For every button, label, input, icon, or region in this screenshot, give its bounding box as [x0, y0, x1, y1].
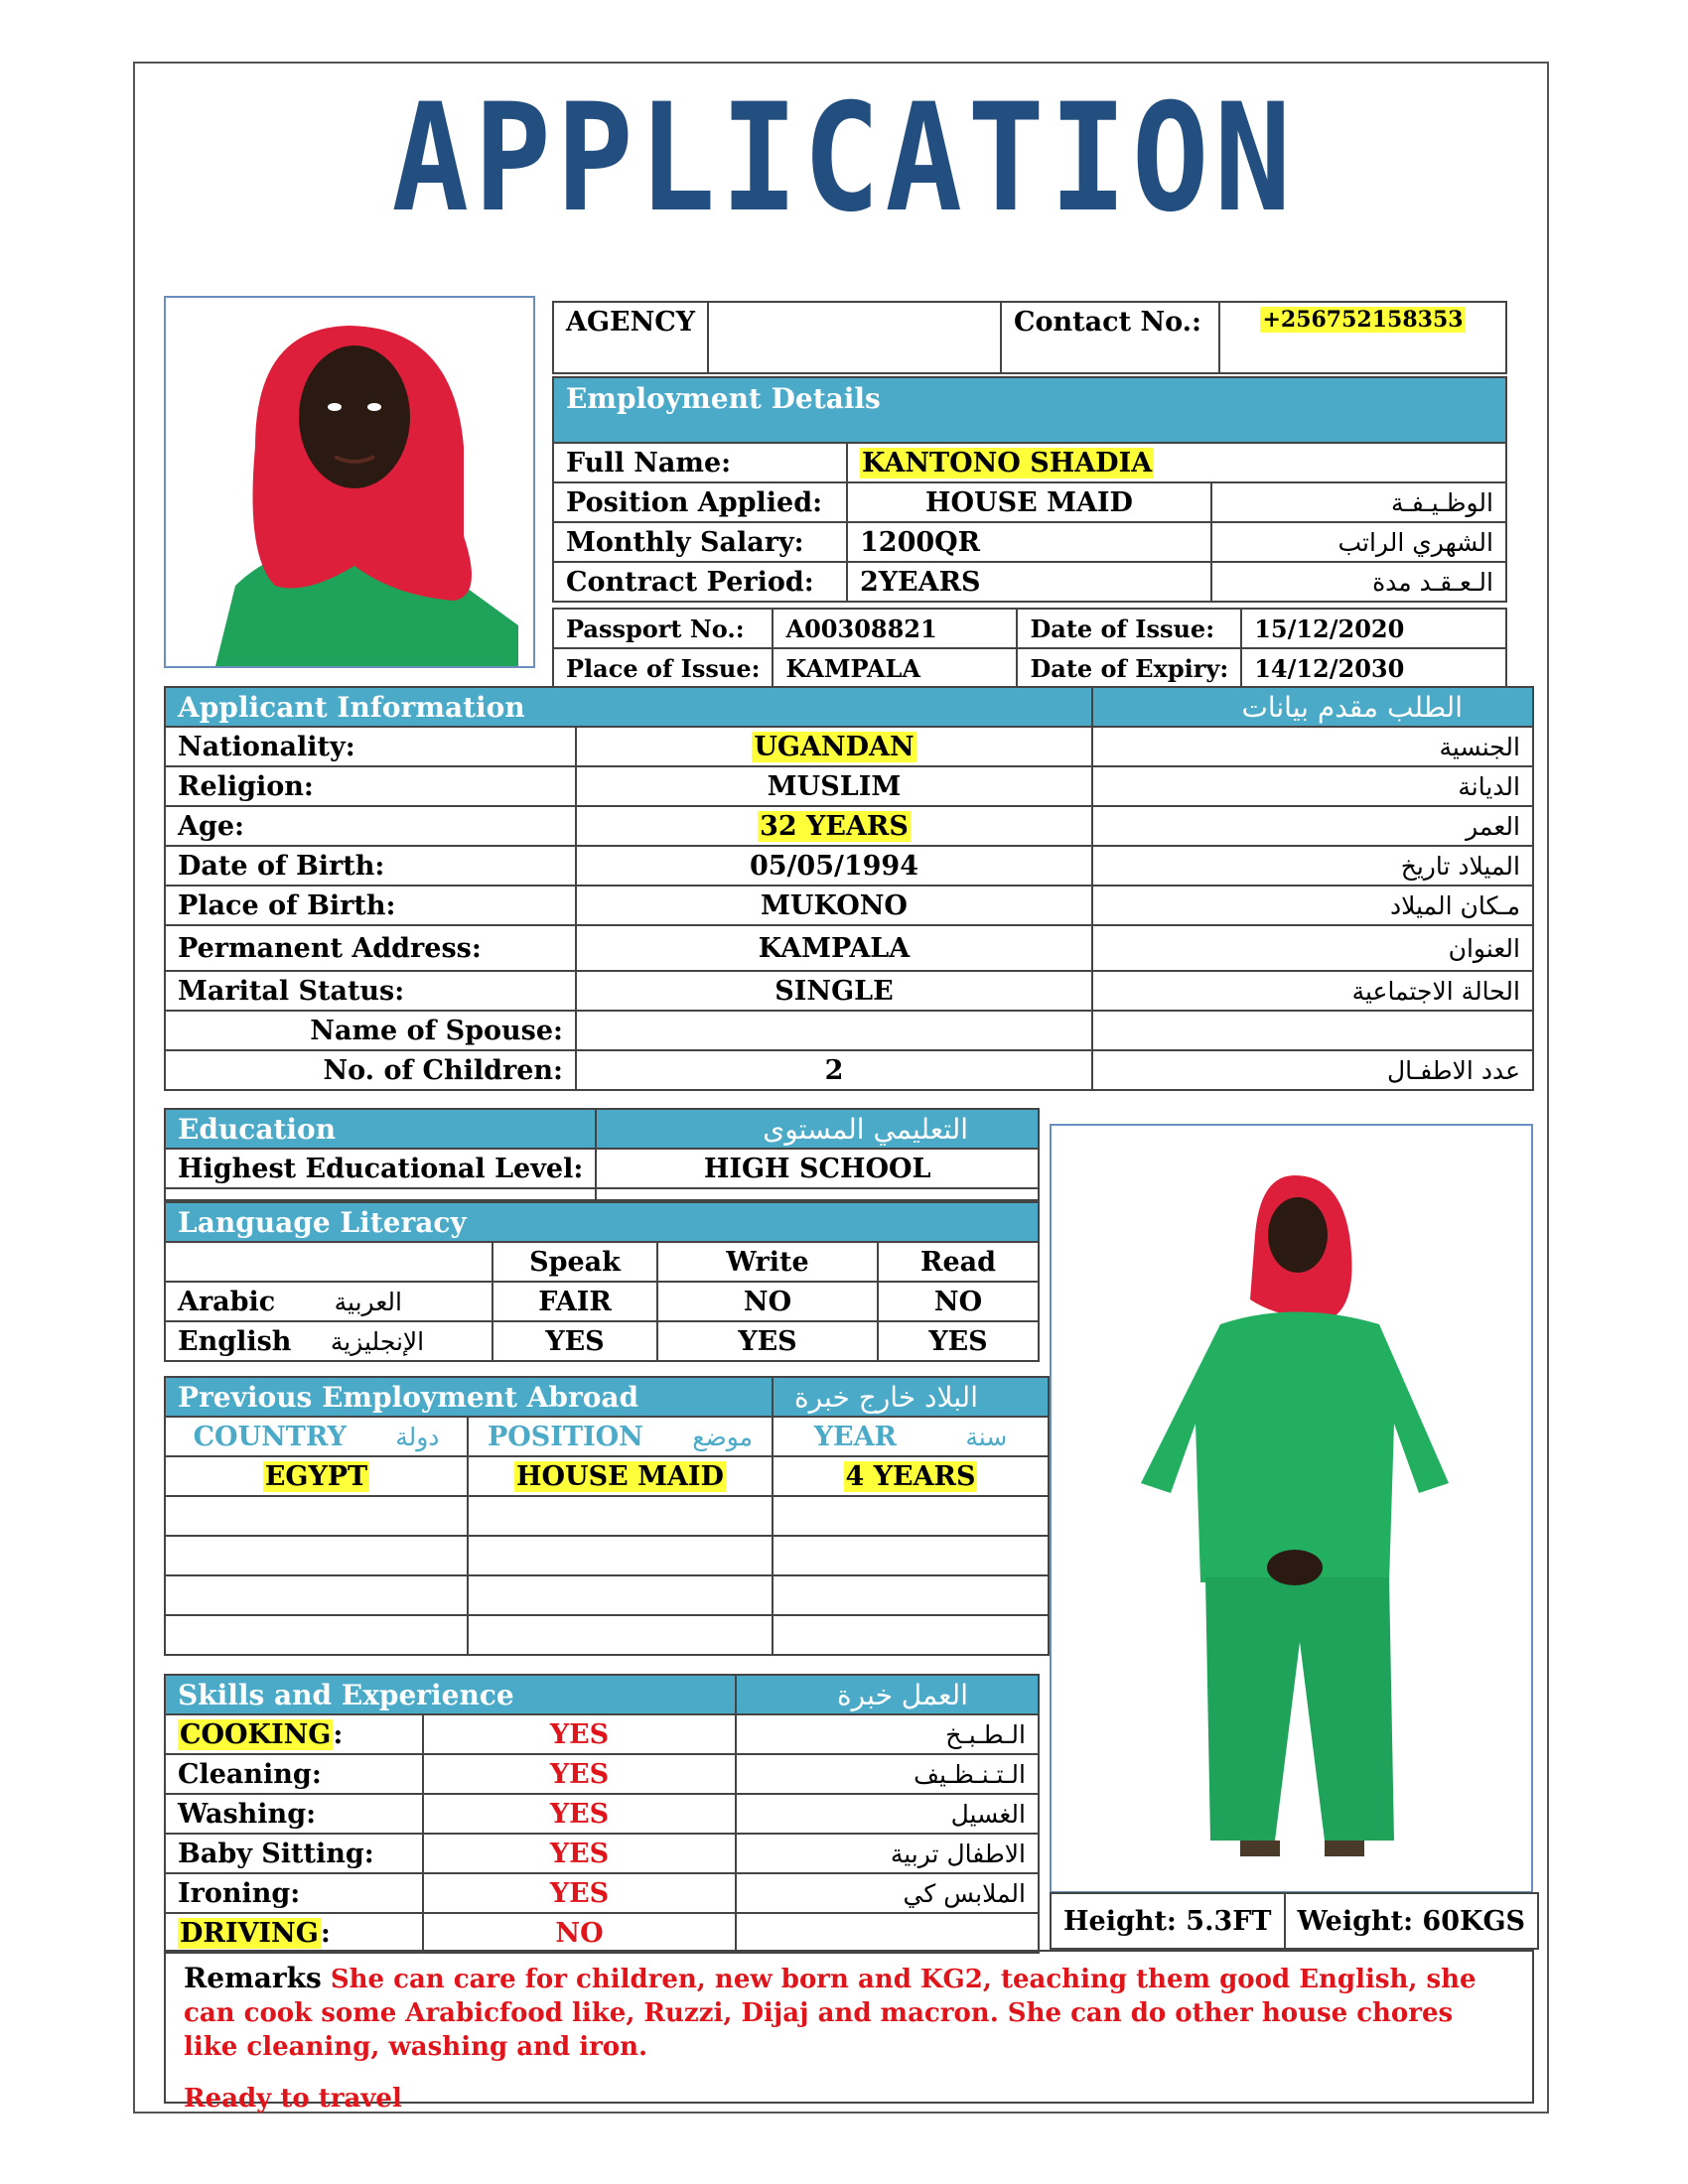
age-value: 32 YEARS — [760, 810, 909, 842]
nationality-ar: الجنسية — [1092, 727, 1533, 766]
agency-value — [708, 302, 1001, 373]
previous-header-ar: البلاد خارج خبرة — [773, 1377, 1049, 1417]
col-position-ar: موضع — [692, 1422, 754, 1451]
skill-cleaning-label: Cleaning: — [165, 1754, 423, 1794]
religion-label: Religion: — [165, 766, 576, 806]
skill-driving-ar — [736, 1913, 1039, 1953]
col-speak: Speak — [492, 1242, 657, 1282]
previous-header: Previous Employment Abroad — [165, 1377, 773, 1417]
previous-employment-table — [164, 1376, 1050, 1656]
skill-washing-value: YES — [423, 1794, 736, 1834]
english-speak: YES — [492, 1321, 657, 1361]
expiry-date-label: Date of Expiry: — [1017, 648, 1241, 688]
skills-table — [164, 1674, 1040, 1954]
spouse-label: Name of Spouse: — [165, 1011, 576, 1050]
full-name-label: Full Name: — [553, 443, 847, 482]
skill-driving-suffix: : — [320, 1917, 331, 1949]
expiry-date-value: 14/12/2030 — [1241, 648, 1506, 688]
dob-label: Date of Birth: — [165, 846, 576, 886]
skill-ironing-value: YES — [423, 1873, 736, 1913]
nationality-label: Nationality: — [165, 727, 576, 766]
remarks-text: She can care for children, new born and KG2, teaching them good English, she can cook some Arabicfood like, Ruzzi, Dijaj and macron. She can do other house chores like cleaning, washing and iron. — [184, 1965, 1477, 2062]
skill-washing-ar: الغسيل — [736, 1794, 1039, 1834]
dob-value: 05/05/1994 — [576, 846, 1092, 886]
pob-ar: مـكان الميلاد — [1092, 886, 1533, 925]
english-read: YES — [878, 1321, 1039, 1361]
skill-driving-label: DRIVING — [180, 1917, 319, 1949]
marital-value: SINGLE — [576, 971, 1092, 1011]
contact-value: +256752158353 — [1262, 307, 1464, 333]
education-header-ar: التعليمي المستوى — [596, 1109, 1039, 1149]
children-ar: عدد الاطفـال — [1092, 1050, 1533, 1090]
prev-country: EGYPT — [264, 1460, 368, 1492]
col-country: COUNTRY — [193, 1421, 347, 1452]
full-name-value: KANTONO SHADIA — [862, 447, 1153, 478]
skill-babysitting-label: Baby Sitting: — [165, 1834, 423, 1873]
education-value: HIGH SCHOOL — [596, 1149, 1039, 1188]
full-body-photo — [1050, 1124, 1533, 1893]
prev-year: 4 YEARS — [845, 1460, 976, 1492]
weight-value: Weight: 60KGS — [1285, 1893, 1539, 1949]
skill-cooking-ar: الـطـبـخ — [736, 1714, 1039, 1754]
english-label-ar: الإنجليزية — [330, 1326, 425, 1356]
position-ar: الوظـيـفـة — [1211, 482, 1506, 522]
passport-no-value: A00308821 — [773, 609, 1017, 648]
address-value: KAMPALA — [576, 925, 1092, 971]
marital-label: Marital Status: — [165, 971, 576, 1011]
col-year-ar: سنة — [965, 1422, 1008, 1451]
education-header: Education — [165, 1109, 596, 1149]
salary-ar: الشهري الراتب — [1211, 522, 1506, 562]
children-value: 2 — [576, 1050, 1092, 1090]
remarks-label: Remarks — [184, 1962, 322, 1994]
arabic-read: NO — [878, 1282, 1039, 1321]
pob-label: Place of Birth: — [165, 886, 576, 925]
remarks-note: Ready to travel — [184, 2084, 402, 2114]
language-header: Language Literacy — [165, 1202, 1039, 1242]
skills-header: Skills and Experience — [165, 1675, 736, 1714]
prev-position: HOUSE MAID — [516, 1460, 724, 1492]
height-value: Height: 5.3FT — [1051, 1893, 1285, 1949]
contract-label: Contract Period: — [553, 562, 847, 602]
contract-ar: الـعـقـد مدة — [1211, 562, 1506, 602]
arabic-speak: FAIR — [492, 1282, 657, 1321]
skill-cooking-value: YES — [423, 1714, 736, 1754]
col-year: YEAR — [813, 1421, 897, 1452]
contract-value: 2YEARS — [847, 562, 1211, 602]
skill-babysitting-ar: الاطفال تربية — [736, 1834, 1039, 1873]
passport-no-label: Passport No.: — [553, 609, 773, 648]
spouse-ar — [1092, 1011, 1533, 1050]
passport-table — [552, 608, 1507, 689]
age-ar: العمر — [1092, 806, 1533, 846]
page-title: APPLICATION — [391, 72, 1297, 245]
spouse-value — [576, 1011, 1092, 1050]
applicant-table — [164, 686, 1534, 1091]
skill-ironing-label: Ironing: — [165, 1873, 423, 1913]
remarks-box — [164, 1950, 1534, 2114]
skill-cleaning-value: YES — [423, 1754, 736, 1794]
col-position: POSITION — [487, 1421, 643, 1452]
pob-value: MUKONO — [576, 886, 1092, 925]
employment-header: Employment Details — [553, 377, 1506, 443]
skill-ironing-ar: الملابس كي — [736, 1873, 1039, 1913]
address-label: Permanent Address: — [165, 925, 576, 971]
skill-driving-value: NO — [423, 1913, 736, 1953]
age-label: Age: — [165, 806, 576, 846]
salary-label: Monthly Salary: — [553, 522, 847, 562]
portrait-photo — [164, 296, 535, 668]
dob-ar: الميلاد تاريخ — [1092, 846, 1533, 886]
issue-date-label: Date of Issue: — [1017, 609, 1241, 648]
col-write: Write — [657, 1242, 878, 1282]
skill-washing-label: Washing: — [165, 1794, 423, 1834]
english-write: YES — [657, 1321, 878, 1361]
place-issue-value: KAMPALA — [773, 648, 1017, 688]
religion-value: MUSLIM — [576, 766, 1092, 806]
language-table — [164, 1201, 1040, 1362]
children-label: No. of Children: — [165, 1050, 576, 1090]
arabic-write: NO — [657, 1282, 878, 1321]
education-table — [164, 1108, 1040, 1201]
skill-cooking-suffix: : — [333, 1718, 344, 1750]
employment-table — [552, 376, 1507, 603]
english-label: English — [178, 1325, 292, 1357]
arabic-label: Arabic — [178, 1286, 276, 1317]
skill-cooking-label: COOKING — [180, 1718, 332, 1750]
salary-value: 1200QR — [847, 522, 1211, 562]
applicant-header: Applicant Information — [165, 687, 1092, 727]
arabic-label-ar: العربية — [334, 1287, 402, 1316]
nationality-value: UGANDAN — [754, 731, 914, 762]
religion-ar: الديانة — [1092, 766, 1533, 806]
position-value: HOUSE MAID — [847, 482, 1211, 522]
skill-cleaning-ar: الـتـنـظـيف — [736, 1754, 1039, 1794]
marital-ar: الحالة الاجتماعية — [1092, 971, 1533, 1011]
place-issue-label: Place of Issue: — [553, 648, 773, 688]
issue-date-value: 15/12/2020 — [1241, 609, 1506, 648]
applicant-header-ar: الطلب مقدم بيانات — [1092, 687, 1533, 727]
skill-babysitting-value: YES — [423, 1834, 736, 1873]
skills-header-ar: العمل خبرة — [736, 1675, 1039, 1714]
agency-table — [552, 301, 1507, 374]
position-label: Position Applied: — [553, 482, 847, 522]
education-label: Highest Educational Level: — [165, 1149, 596, 1188]
col-country-ar: دولة — [395, 1422, 440, 1451]
body-measure-table — [1050, 1892, 1539, 1950]
agency-label: AGENCY — [553, 302, 708, 373]
contact-label: Contact No.: — [1001, 302, 1219, 373]
col-read: Read — [878, 1242, 1039, 1282]
address-ar: العنوان — [1092, 925, 1533, 971]
